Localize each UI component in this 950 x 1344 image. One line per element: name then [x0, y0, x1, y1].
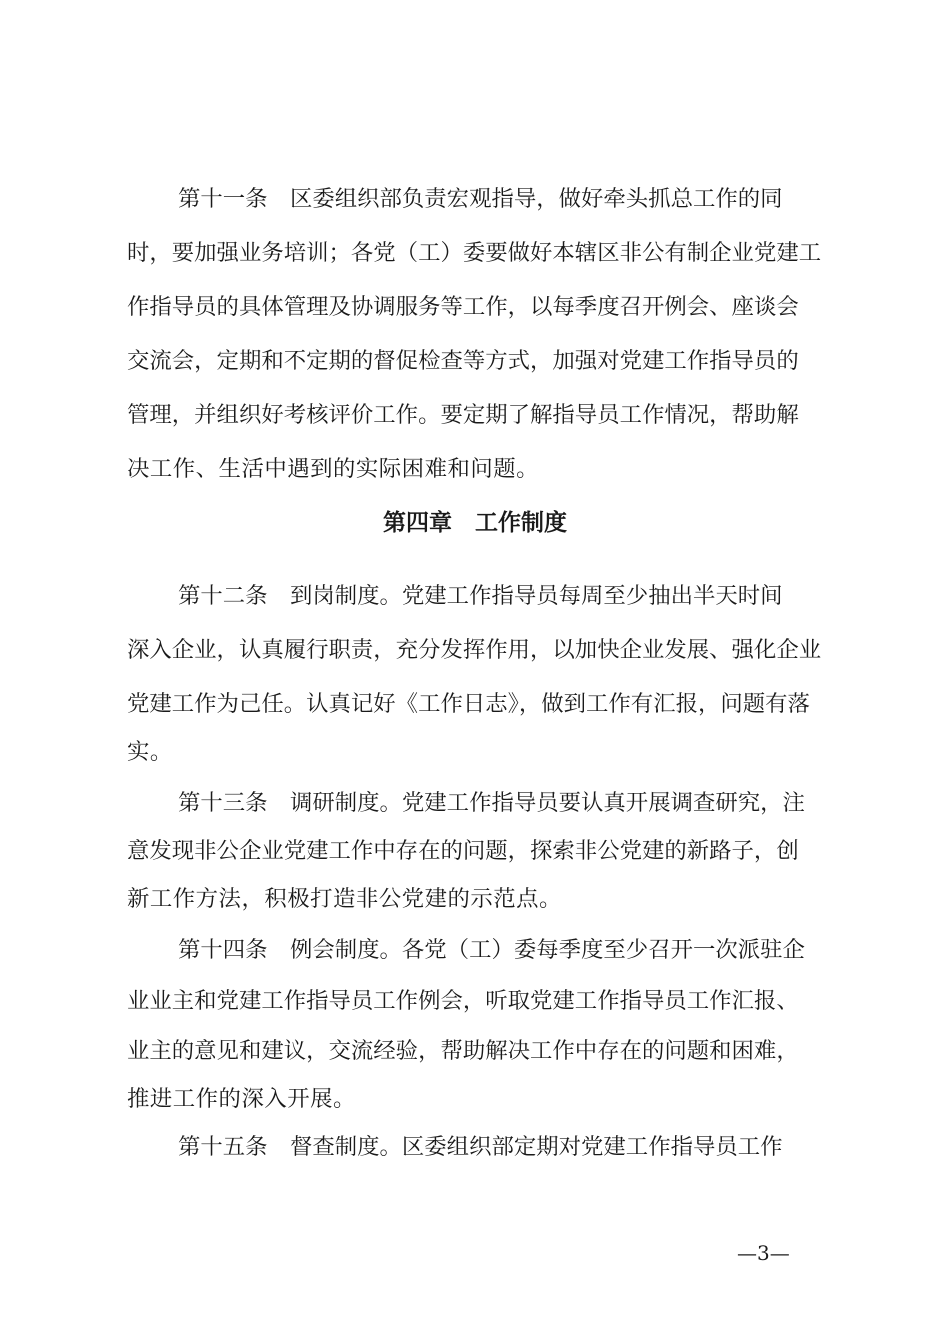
- article-11-line-3: 作指导员的具体管理及协调服务等工作，以每季度召开例会、座谈会: [127, 294, 799, 320]
- chapter-heading: 第四章 工作制度: [383, 510, 567, 536]
- article-12-line-1: 第十二条 到岗制度。党建工作指导员每周至少抽出半天时间: [178, 583, 783, 609]
- article-14-line-1: 第十四条 例会制度。各党（工）委每季度至少召开一次派驻企: [178, 937, 805, 963]
- article-13-line-2: 意发现非公企业党建工作中存在的问题，探索非公党建的新路子，创: [127, 838, 799, 864]
- article-11-line-6: 决工作、生活中遇到的实际困难和问题。: [127, 456, 540, 482]
- article-13-line-1: 第十三条 调研制度。党建工作指导员要认真开展调查研究，注: [178, 790, 805, 816]
- article-11-line-1: 第十一条 区委组织部负责宏观指导，做好牵头抓总工作的同: [178, 186, 783, 212]
- article-11-line-4: 交流会，定期和不定期的督促检查等方式，加强对党建工作指导员的: [127, 348, 799, 374]
- article-11-line-2: 时，要加强业务培训；各党（工）委要做好本辖区非公有制企业党建工: [127, 240, 822, 266]
- article-11-line-5: 管理，并组织好考核评价工作。要定期了解指导员工作情况，帮助解: [127, 402, 799, 428]
- article-12-line-2: 深入企业，认真履行职责，充分发挥作用，以加快企业发展、强化企业: [127, 637, 822, 663]
- article-15-line-1: 第十五条 督查制度。区委组织部定期对党建工作指导员工作: [178, 1134, 783, 1160]
- article-14-line-3: 业主的意见和建议，交流经验，帮助解决工作中存在的问题和困难，: [127, 1038, 799, 1064]
- article-12-line-3: 党建工作为己任。认真记好《工作日志》，做到工作有汇报，问题有落: [127, 691, 810, 717]
- article-14-line-2: 业业主和党建工作指导员工作例会，听取党建工作指导员工作汇报、: [127, 988, 799, 1014]
- page-number: —3—: [737, 1241, 790, 1265]
- article-14-line-4: 推进工作的深入开展。: [127, 1086, 356, 1112]
- article-12-line-4: 实。: [127, 739, 173, 765]
- article-13-line-3: 新工作方法，积极打造非公党建的示范点。: [127, 886, 562, 912]
